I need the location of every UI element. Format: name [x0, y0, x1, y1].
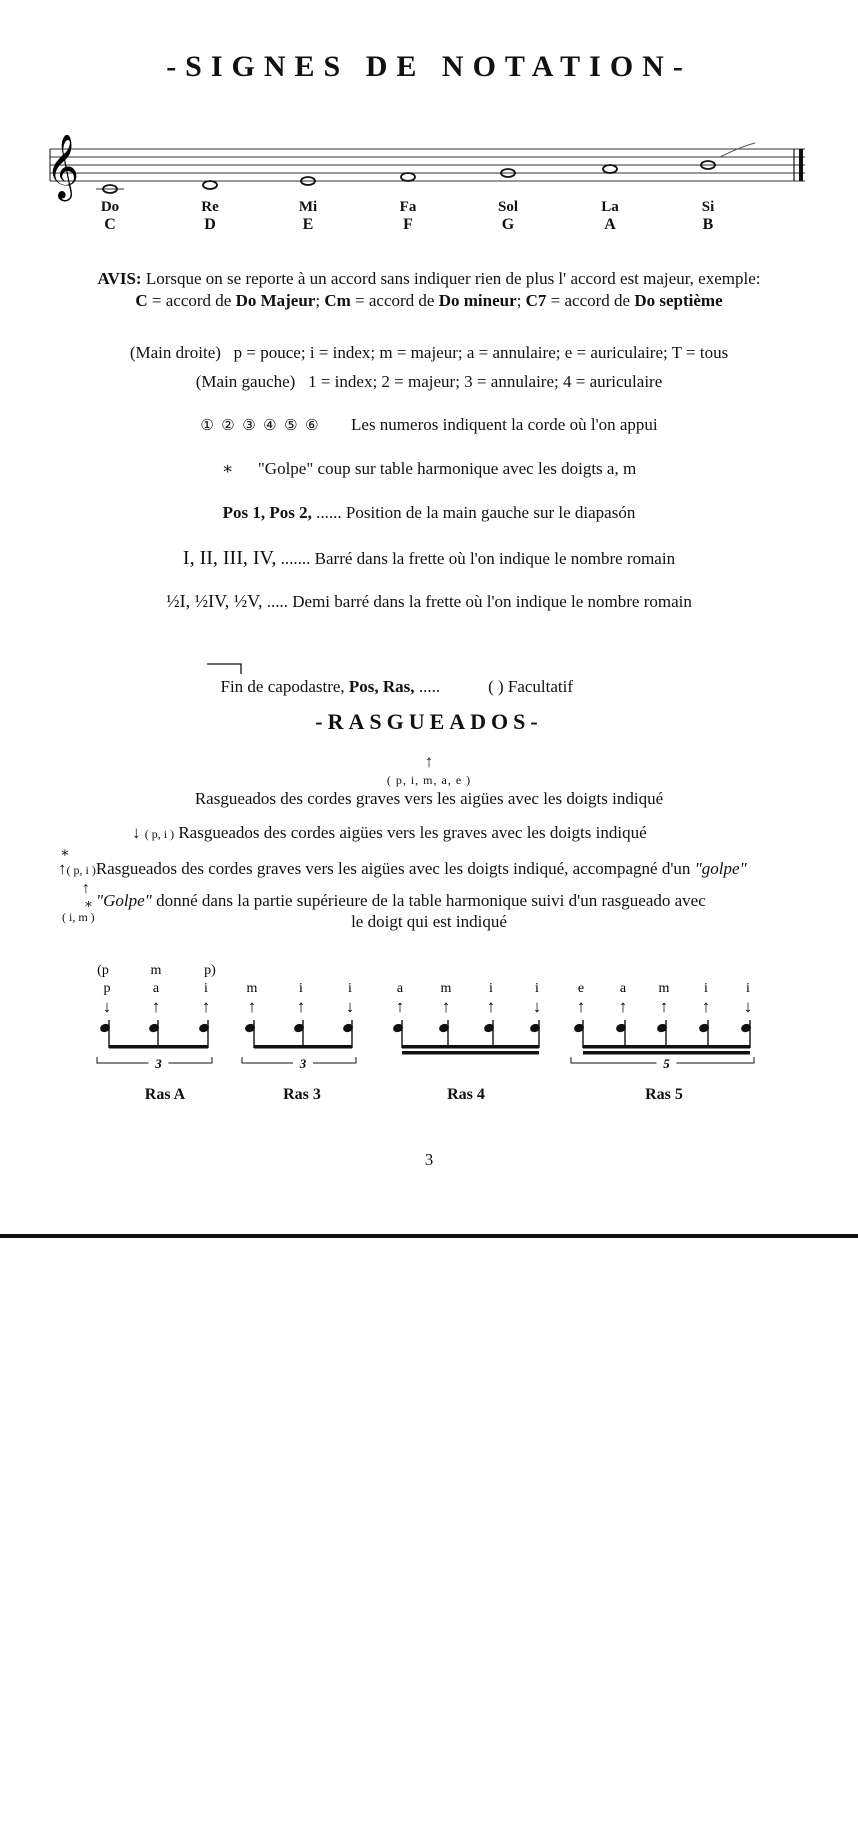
finger-label: m: [440, 981, 452, 996]
ras3-line: [58, 859, 747, 879]
note-letter: G: [501, 216, 515, 233]
note-name-Mi: [268, 199, 348, 233]
note-solfege: Sol: [497, 199, 518, 215]
up-arrow-icon: ↑: [151, 997, 161, 1016]
beam-secondary: [583, 1051, 750, 1055]
note-letter: C: [104, 216, 116, 233]
down-arrow-icon: ↓: [102, 997, 112, 1016]
note-letter: E: [302, 216, 314, 233]
golpe-line: [0, 459, 858, 479]
pos-bold: Pos 1, Pos 2,: [222, 503, 312, 522]
top-finger-label: p): [204, 963, 216, 978]
finger-label: i: [746, 981, 750, 996]
beam: [402, 1045, 539, 1049]
avis-c-bold: Do Majeur: [235, 291, 316, 310]
rasgueados-title: -RASGUEADOS-: [315, 709, 543, 734]
capo-text: Fin de capodastre,: [220, 677, 349, 696]
down-arrow-icon: ↓: [532, 997, 542, 1016]
ras2-fingers: ( p, i ): [144, 827, 175, 841]
avis-line1: Lorsque on se reporte à un accord sans indiquer rien de plus l' accord est majeur, exemple:: [141, 269, 761, 288]
cordes-line: [0, 415, 858, 435]
down-arrow-icon: ↓: [743, 997, 753, 1016]
finger-label: m: [658, 981, 670, 996]
avis-cm-text: = accord de: [350, 291, 439, 310]
cordes-text: Les numeros indiquent la corde où l'on appui: [351, 415, 658, 434]
ras4-golpe: "Golpe": [96, 891, 152, 910]
note-letter: A: [604, 216, 616, 233]
up-arrow-icon: ↑: [201, 997, 211, 1016]
finger-label: i: [299, 981, 303, 996]
note-letter: D: [204, 216, 216, 233]
bottom-rule: [0, 1234, 858, 1238]
finger-label: p: [103, 981, 111, 996]
pos-line: [0, 503, 858, 523]
finger-label: i: [348, 981, 352, 996]
note-solfege: Mi: [298, 199, 318, 215]
tuplet-number: 3: [299, 1056, 307, 1071]
up-arrow-icon: ↑: [296, 997, 306, 1016]
note-solfege: Do: [100, 199, 120, 215]
ras1-text: Rasgueados des cordes graves vers les aigües avec les doigts indiqué: [194, 789, 664, 808]
beam: [254, 1045, 352, 1049]
ras4-text2: le doigt qui est indiqué: [351, 912, 507, 931]
demi-barre-text: ..... Demi barré dans la frette où l'on indique le nombre romain: [262, 592, 692, 611]
treble-clef-icon: 𝄞: [46, 136, 80, 198]
avis-c7: C7: [525, 291, 547, 310]
finger-label: m: [246, 981, 258, 996]
main-gauche-line: (Main gauche) 1 = index; 2 = majeur; 3 = annulaire; 4 = auriculaire: [195, 372, 663, 391]
ras2-text: Rasgueados des cordes aigües vers les graves avec les doigts indiqué: [178, 823, 647, 842]
top-finger-label: (p: [97, 963, 109, 978]
finger-label: i: [489, 981, 493, 996]
note-letter: F: [403, 216, 413, 233]
beam: [109, 1045, 208, 1049]
barre-text: ....... Barré dans la frette où l'on indique le nombre romain: [276, 549, 676, 568]
note-name-Fa: [368, 199, 448, 233]
facultatif-text: ( ) Facultatif: [488, 677, 574, 696]
page-number: 3: [424, 1150, 434, 1169]
top-finger-label: m: [150, 963, 162, 978]
barre-line: [0, 547, 858, 570]
ras-name-1: Ras 3: [283, 1086, 321, 1103]
capo-bold: Pos, Ras,: [348, 677, 415, 696]
up-arrow-icon-4: ↑: [82, 880, 90, 897]
note-solfege: Fa: [399, 199, 417, 215]
avis-c7-bold: Do septième: [634, 291, 723, 310]
ras3-text: Rasgueados des cordes graves vers les aigües avec les doigts indiqué, accompagné d'un: [95, 859, 695, 878]
note-name-Si: [668, 199, 748, 233]
beam: [583, 1045, 750, 1049]
tuplet-number: 3: [155, 1056, 162, 1071]
avis-c: C: [135, 291, 148, 310]
main-droite-line: (Main droite) p = pouce; i = index; m = majeur; a = annulaire; e = auriculaire; T = tous: [129, 343, 729, 362]
avis-label: AVIS:: [97, 269, 142, 288]
up-arrow-icon-3: ↑: [58, 859, 67, 878]
ras4-line: [96, 891, 706, 911]
up-arrow-icon: ↑: [424, 752, 434, 771]
finger-label: e: [577, 981, 585, 996]
golpe-star-icon-4: ∗: [84, 896, 93, 911]
avis-cm: Cm: [324, 291, 351, 310]
staff-notes: [96, 161, 715, 193]
ras2-line: [132, 823, 647, 843]
note-letter: B: [702, 216, 714, 233]
demi-barre-line: [0, 591, 858, 612]
ras-name-3: Ras 5: [645, 1086, 683, 1103]
avis-c-text: = accord de: [147, 291, 236, 310]
up-arrow-icon: ↑: [576, 997, 586, 1016]
demi-barre-roman: ½I, ½IV, ½V,: [166, 591, 263, 611]
up-arrow-icon: ↑: [486, 997, 496, 1016]
tie-icon: [720, 143, 755, 157]
capo-dots: .....: [414, 677, 441, 696]
note-solfege: La: [601, 199, 619, 215]
golpe-text: "Golpe" coup sur table harmonique avec les doigts a, m: [257, 459, 637, 478]
up-arrow-icon: ↑: [701, 997, 711, 1016]
finger-label: a: [396, 981, 404, 996]
whole-note-Re: [203, 181, 217, 189]
finger-label: i: [535, 981, 539, 996]
tuplet-number: 5: [663, 1056, 670, 1071]
down-arrow-icon: ↓: [345, 997, 355, 1016]
finger-label: i: [204, 981, 208, 996]
pos-text: ...... Position de la main gauche sur le diapasón: [311, 503, 636, 522]
string-number-icons: ① ② ③ ④ ⑤ ⑥: [200, 418, 319, 434]
note-solfege: Re: [201, 199, 219, 215]
avis-cm-bold: Do mineur: [438, 291, 517, 310]
up-arrow-icon: ↑: [395, 997, 405, 1016]
finger-label: a: [619, 981, 627, 996]
up-arrow-icon: ↑: [659, 997, 669, 1016]
up-arrow-icon: ↑: [618, 997, 628, 1016]
note-name-Re: [170, 199, 250, 233]
capo-end-icon: [205, 660, 245, 676]
beam-secondary: [402, 1051, 539, 1055]
finger-label: a: [152, 981, 160, 996]
page-title: -SIGNES DE NOTATION-: [166, 50, 692, 83]
down-arrow-icon: ↓: [132, 823, 141, 842]
whole-note-La: [603, 165, 617, 173]
note-name-Sol: [468, 199, 548, 233]
avis-c7-text: = accord de: [546, 291, 635, 310]
note-solfege: Si: [701, 199, 715, 215]
ras-name-0: Ras A: [144, 1086, 186, 1103]
ras-name-2: Ras 4: [447, 1086, 485, 1103]
barre-roman: I, II, III, IV,: [182, 547, 277, 569]
up-arrow-icon: ↑: [247, 997, 257, 1016]
avis-block: AVIS: Lorsque on se reporte à un accord sans indiquer rien de plus l' accord est majeur, exemple: C = accord de Do Majeur; Cm = accord de Do mineur; C7 = accord de Do septième: [97, 269, 761, 310]
golpe-star-icon: ∗: [221, 459, 234, 478]
note-name-La: [570, 199, 650, 233]
ras4-fingers: ( i, m ): [62, 910, 95, 924]
capo-line: [196, 637, 573, 697]
note-name-Do: [70, 199, 150, 233]
up-arrow-icon: ↑: [441, 997, 451, 1016]
ras1-fingers: ( p, i, m, a, e ): [386, 773, 472, 787]
golpe-star-icon-3: ∗: [60, 846, 70, 861]
whole-note-Fa: [401, 173, 415, 181]
ras3-fingers: ( p, i ): [66, 863, 96, 877]
ras4-text: donné dans la partie supérieure de la table harmonique suivi d'un rasgueado avec: [151, 891, 706, 910]
ras3-golpe: "golpe": [694, 859, 747, 878]
finger-label: i: [704, 981, 708, 996]
